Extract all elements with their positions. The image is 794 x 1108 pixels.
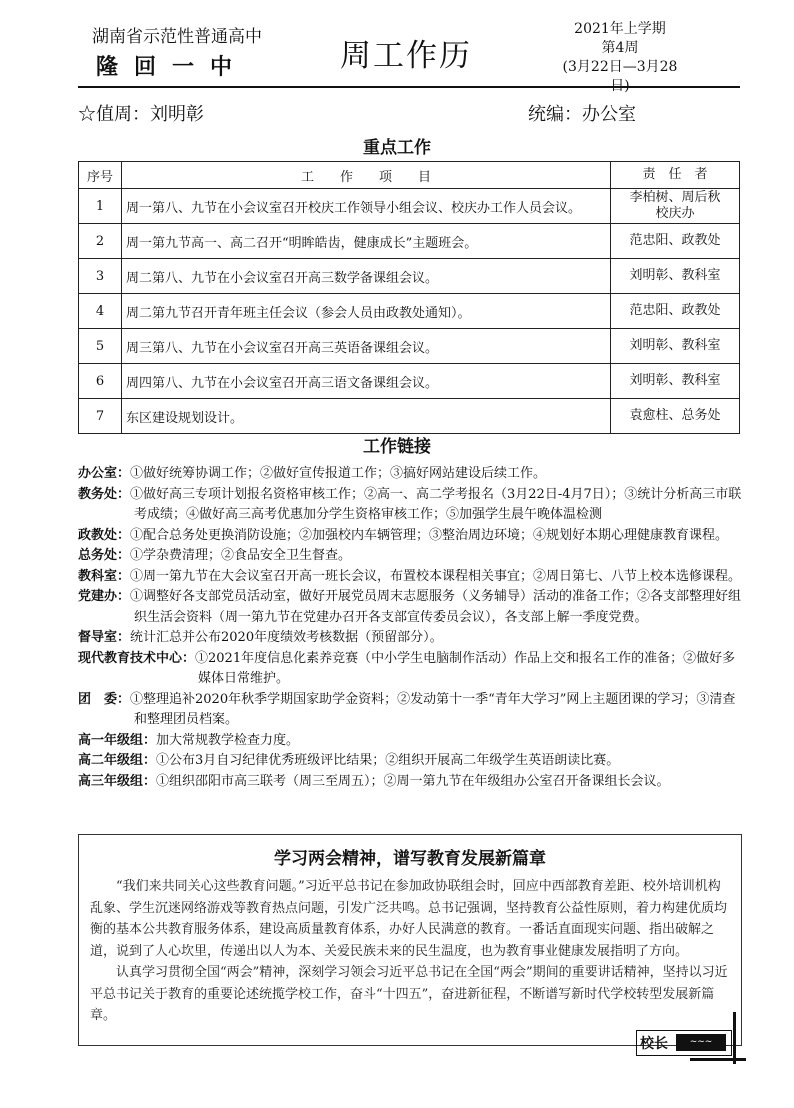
row-no: 1 bbox=[79, 189, 122, 224]
article-paragraph: “我们来共同关心这些教育问题。”习近平总书记在参加政协联组会时，回应中西部教育差距、校外培训机构乱象、学生沉迷网络游戏等教育热点问题，引发广泛共鸣。总书记强调，坚持教育公益性原则，着力构建优质均衡的基本公共教育服务体系，建设高质量教育体系，办好人民满意的教育。一番话直面现实问题、指出破解之道，说到了人心坎里，传递出以人为本、关爱民族未来的民生温度，也为教育事业健康发展指明了方向。 bbox=[90, 879, 728, 959]
row-no: 5 bbox=[79, 329, 122, 364]
list-item bbox=[78, 526, 744, 547]
compiler-label: 统编： bbox=[528, 104, 582, 125]
row-owner: 袁愈柱、总务处 bbox=[611, 399, 740, 434]
dept-text: ①整理追补2020年秋季学期国家助学金资料；②发动第十一季“青年大学习”网上主题团课的学习；③清查和整理团员档案。 bbox=[130, 691, 736, 727]
dept-text: ①2021年度信息化素养竞赛（中小学生电脑制作活动）作品上交和报名工作的准备；②做好多媒体日常维护。 bbox=[195, 650, 736, 686]
principal-signature-image: ~~~ bbox=[676, 1034, 726, 1051]
table-header-row bbox=[79, 162, 740, 189]
row-owner bbox=[611, 189, 740, 224]
row-no: 7 bbox=[79, 399, 122, 434]
list-item bbox=[78, 649, 744, 690]
principal-label: 校长 bbox=[640, 1036, 668, 1052]
dept-text: ①组织邵阳市高三联考（周三至周五）；②周一第九节在年级组办公室召开备课组长会议。 bbox=[156, 773, 670, 789]
dept-label: 高三年级组： bbox=[78, 773, 157, 789]
row-item: 周一第九节高一、高二召开“明眸皓齿，健康成长”主题班会。 bbox=[122, 224, 611, 259]
school-category: 湖南省示范性普通高中 bbox=[92, 27, 262, 47]
corner-mark-vertical bbox=[733, 1012, 736, 1064]
week-label: 第4周 bbox=[601, 40, 639, 56]
key-work-table bbox=[78, 161, 740, 434]
header-rule bbox=[78, 86, 740, 88]
row-no: 3 bbox=[79, 259, 122, 294]
row-owner: 刘明彰、教科室 bbox=[611, 259, 740, 294]
list-item bbox=[78, 772, 744, 793]
row-item: 东区建设规划设计。 bbox=[122, 399, 611, 434]
list-item bbox=[78, 464, 744, 485]
dept-label: 总务处： bbox=[78, 548, 131, 563]
table-row bbox=[79, 189, 740, 224]
table-row bbox=[79, 399, 740, 434]
dept-text: ①公布3月自习纪律优秀班级评比结果；②组织开展高二年级学生英语朗读比赛。 bbox=[156, 753, 620, 768]
table-row bbox=[79, 294, 740, 329]
page-title: 周工作历 bbox=[340, 38, 472, 74]
dept-label: 政教处： bbox=[78, 527, 131, 543]
list-item bbox=[78, 628, 744, 649]
table-row bbox=[79, 224, 740, 259]
list-item bbox=[78, 546, 744, 567]
dept-label: 教务处： bbox=[78, 486, 131, 502]
header-owner: 责 任 者 bbox=[611, 162, 740, 189]
list-item bbox=[78, 485, 744, 526]
row-no: 2 bbox=[79, 224, 122, 259]
row-item: 周三第八、九节在小会议室召开高三英语备课组会议。 bbox=[122, 329, 611, 364]
article-title: 学习两会精神，谱写教育发展新篇章 bbox=[274, 849, 546, 869]
row-owner: 刘明彰、教科室 bbox=[611, 329, 740, 364]
row-owner: 范忠阳、政教处 bbox=[611, 224, 740, 259]
duty-line bbox=[78, 100, 204, 126]
dept-label: 督导室： bbox=[78, 630, 131, 645]
row-item: 周二第八、九节在小会议室召开高三数学备课组会议。 bbox=[122, 259, 611, 294]
dept-label: 党建办： bbox=[78, 589, 131, 604]
article-body bbox=[90, 876, 730, 1027]
corner-mark-horizontal bbox=[690, 1058, 746, 1061]
dept-label: 办公室： bbox=[78, 466, 131, 481]
semester-label: 2021年上学期 bbox=[574, 21, 666, 37]
list-item bbox=[78, 751, 744, 772]
dept-label: 高一年级组： bbox=[78, 732, 157, 748]
table-row bbox=[79, 259, 740, 294]
dept-text: 统计汇总并公布2020年度绩效考核数据（预留部分）。 bbox=[130, 630, 443, 645]
dept-text: ①做好统筹协调工作；②做好宣传报道工作；③搞好网站建设后续工作。 bbox=[130, 466, 547, 481]
compiler-name: 办公室 bbox=[582, 104, 636, 125]
semester-block bbox=[560, 20, 680, 96]
work-links-title: 工作链接 bbox=[363, 437, 431, 457]
dept-text: ①做好高三专项计划报名资格审核工作；②高一、高二学考报名（3月22日-4月7日）；③统计分析高三市联考成绩；④做好高三高考优惠加分学生资格审核工作；⑤加强学生晨午晚体温检测 bbox=[130, 486, 742, 522]
key-work-title: 重点工作 bbox=[363, 138, 431, 158]
dept-label: 教科室： bbox=[78, 568, 131, 584]
row-owner-text: 李柏树、周后秋 校庆办 bbox=[629, 190, 721, 221]
row-no: 4 bbox=[79, 294, 122, 329]
work-links-list bbox=[78, 464, 744, 792]
compiler-line bbox=[528, 100, 636, 126]
article-paragraph: 认真学习贯彻全国“两会”精神，深刻学习领会习近平总书记在全国“两会”期间的重要讲话精神，坚持以习近平总书记关于教育的重要论述统揽学校工作，奋斗“十四五”，奋进新征程，不断谱写新时代学校转型发展新篇章。 bbox=[90, 965, 728, 1023]
school-name: 隆回一中 bbox=[96, 55, 249, 80]
list-item bbox=[78, 567, 744, 588]
table-row bbox=[79, 364, 740, 399]
list-item bbox=[78, 587, 744, 628]
dept-text: ①周一第九节在大会议室召开高一班长会议，布置校本课程相关事宜；②周日第七、八节上校本选修课程。 bbox=[130, 568, 742, 584]
dept-label: 团 委： bbox=[78, 691, 131, 707]
dept-text: ①学杂费清理；②食品安全卫生督查。 bbox=[130, 548, 352, 563]
dept-text: ①调整好各支部党员活动室，做好开展党员周末志愿服务（义务辅导）活动的准备工作；②各支部整理好组织生活会资料（周一第九节在党建办召开各支部宣传委员会议），各支部上解一季度党费。 bbox=[130, 589, 742, 625]
header-item: 工 作 项 目 bbox=[122, 162, 611, 189]
dept-label: 高二年级组： bbox=[78, 753, 157, 768]
row-item: 周四第八、九节在小会议室召开高三语文备课组会议。 bbox=[122, 364, 611, 399]
dept-text: ①配合总务处更换消防设施；②加强校内车辆管理；③整治周边环境；④规划好本期心理健康教育课程。 bbox=[130, 527, 729, 543]
list-item bbox=[78, 731, 744, 752]
row-item: 周一第八、九节在小会议室召开校庆工作领导小组会议、校庆办工作人员会议。 bbox=[122, 189, 611, 224]
duty-name: 刘明彰 bbox=[150, 104, 204, 125]
duty-label: ☆值周： bbox=[78, 104, 150, 125]
table-row bbox=[79, 329, 740, 364]
dept-text: 加大常规教学检查力度。 bbox=[156, 732, 300, 748]
list-item bbox=[78, 690, 744, 731]
row-item: 周二第九节召开青年班主任会议（参会人员由政教处通知）。 bbox=[122, 294, 611, 329]
row-owner: 范忠阳、政教处 bbox=[611, 294, 740, 329]
row-owner: 刘明彰、教科室 bbox=[611, 364, 740, 399]
date-range: (3月22日—3月28日) bbox=[562, 59, 678, 94]
header-no: 序号 bbox=[79, 162, 122, 189]
dept-label: 现代教育技术中心： bbox=[78, 650, 196, 666]
row-no: 6 bbox=[79, 364, 122, 399]
